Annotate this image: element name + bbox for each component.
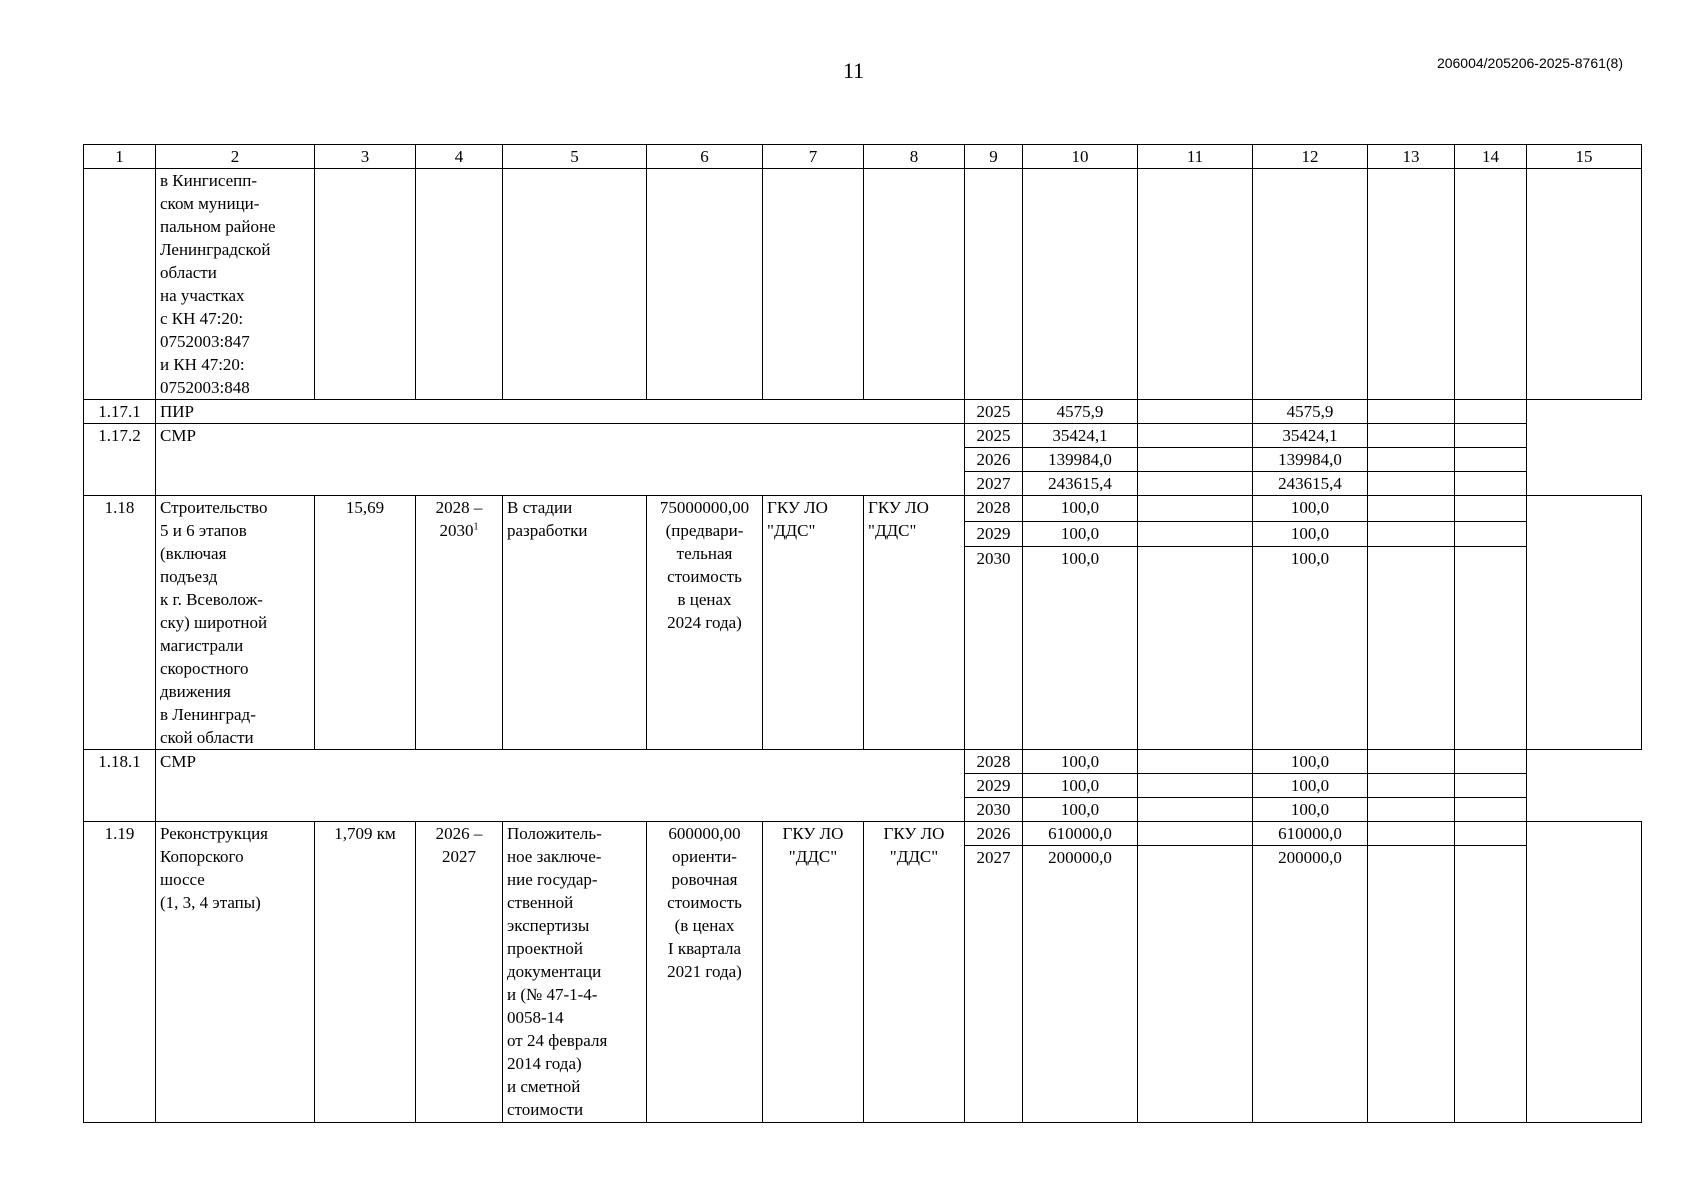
cell-empty — [84, 169, 156, 400]
cell-empty — [1455, 424, 1527, 448]
amount-cell: 200000,0 — [1023, 846, 1138, 1123]
year-cell: 2029 — [965, 521, 1023, 547]
object-name-cell: СМР — [156, 424, 965, 496]
amount-cell: 100,0 — [1023, 750, 1138, 774]
column-number: 7 — [763, 145, 864, 169]
cell-empty — [1527, 822, 1642, 1123]
row-number-cell: 1.18.1 — [84, 750, 156, 822]
page-number: 11 — [843, 58, 865, 83]
year-cell: 2030 — [965, 798, 1023, 822]
document-code: 206004/205206-2025-8761(8) — [1436, 55, 1623, 71]
cell-empty — [1138, 846, 1253, 1123]
amount-cell: 610000,0 — [1023, 822, 1138, 846]
column-number: 13 — [1368, 145, 1455, 169]
cell-empty — [1368, 798, 1455, 822]
status-cell: В стадии разработки — [503, 496, 647, 750]
cell-empty — [1455, 448, 1527, 472]
amount-cell: 610000,0 — [1253, 822, 1368, 846]
column-number: 5 — [503, 145, 647, 169]
cell-empty — [1368, 774, 1455, 798]
object-name-cell: Реконструкция Копорского шоссе (1, 3, 4 этапы) — [156, 822, 315, 1123]
table-row — [84, 496, 1642, 522]
cell-empty — [1368, 496, 1455, 522]
customer-cell: ГКУ ЛО "ДДС" — [763, 822, 864, 1123]
cell-blank — [1527, 424, 1642, 496]
cell-empty — [1368, 400, 1455, 424]
cell-empty — [1368, 521, 1455, 547]
continuation-row — [84, 169, 1642, 400]
table-row — [84, 822, 1642, 846]
amount-cell: 139984,0 — [1023, 448, 1138, 472]
cell-blank — [1527, 750, 1642, 822]
year-cell: 2030 — [965, 547, 1023, 750]
object-name-cell: Строительство 5 и 6 этапов (включая подъезд к г. Всеволож- ску) широтной магистрали скоростного движения в Ленинград- ской области — [156, 496, 315, 750]
cell-empty — [1455, 750, 1527, 774]
cell-empty — [1368, 448, 1455, 472]
period-end — [420, 519, 498, 542]
period-cell: 2026 – 2027 — [416, 822, 503, 1123]
object-name-cell: в Кингисепп- ском муници- пальном районе Ленинградской области на участках с КН 47:20: 0752003:847 и КН 47:20: 0752003:848 — [156, 169, 315, 400]
amount-cell: 100,0 — [1023, 521, 1138, 547]
customer-cell: ГКУ ЛО "ДДС" — [763, 496, 864, 750]
cell-empty — [1368, 750, 1455, 774]
period-cell — [416, 496, 503, 750]
row-number-cell: 1.17.1 — [84, 400, 156, 424]
year-cell: 2029 — [965, 774, 1023, 798]
amount-cell: 100,0 — [1023, 798, 1138, 822]
cell-empty — [1368, 169, 1455, 400]
cell-empty — [1455, 400, 1527, 424]
column-number: 14 — [1455, 145, 1527, 169]
column-number-row — [84, 145, 1642, 169]
column-number: 10 — [1023, 145, 1138, 169]
cell-empty — [1138, 750, 1253, 774]
cell-empty — [416, 169, 503, 400]
period-end-year: 2030 — [439, 521, 474, 540]
year-cell: 2025 — [965, 400, 1023, 424]
document-body — [83, 144, 1642, 1123]
object-name-cell: ПИР — [156, 400, 965, 424]
cell-empty — [1455, 472, 1527, 496]
amount-cell: 139984,0 — [1253, 448, 1368, 472]
cell-blank — [1527, 400, 1642, 424]
row-number-cell: 1.17.2 — [84, 424, 156, 496]
cell-empty — [503, 169, 647, 400]
column-number: 8 — [864, 145, 965, 169]
column-number: 6 — [647, 145, 763, 169]
cell-empty — [1455, 547, 1527, 750]
cell-empty — [1368, 822, 1455, 846]
year-cell: 2025 — [965, 424, 1023, 448]
year-cell: 2028 — [965, 750, 1023, 774]
column-number: 4 — [416, 145, 503, 169]
cell-empty — [1455, 521, 1527, 547]
builder-cell: ГКУ ЛО "ДДС" — [864, 496, 965, 750]
column-number: 3 — [315, 145, 416, 169]
object-name-cell: СМР — [156, 750, 965, 822]
cell-empty — [1138, 798, 1253, 822]
amount-cell: 35424,1 — [1253, 424, 1368, 448]
cell-empty — [1368, 547, 1455, 750]
cell-empty — [1455, 774, 1527, 798]
amount-cell: 100,0 — [1253, 496, 1368, 522]
cell-empty — [1138, 521, 1253, 547]
cost-cell: 600000,00 ориенти- ровочная стоимость (в ценах I квартала 2021 года) — [647, 822, 763, 1123]
cell-empty — [1023, 169, 1138, 400]
program-table — [83, 144, 1642, 1123]
amount-cell: 200000,0 — [1253, 846, 1368, 1123]
amount-cell: 4575,9 — [1253, 400, 1368, 424]
status-cell: Положитель- ное заключе- ние государ- ственной экспертизы проектной документаци и (№ 47-1-4- 0058-14 от 24 февраля 2014 года) и сметной стоимости — [503, 822, 647, 1123]
year-cell: 2028 — [965, 496, 1023, 522]
length-cell: 15,69 — [315, 496, 416, 750]
year-cell: 2027 — [965, 846, 1023, 1123]
year-cell: 2027 — [965, 472, 1023, 496]
amount-cell: 35424,1 — [1023, 424, 1138, 448]
period-start: 2028 – — [435, 498, 483, 517]
table-row — [84, 424, 1642, 448]
column-number: 15 — [1527, 145, 1642, 169]
cell-empty — [315, 169, 416, 400]
amount-cell: 100,0 — [1023, 774, 1138, 798]
builder-cell: ГКУ ЛО "ДДС" — [864, 822, 965, 1123]
table-row — [84, 750, 1642, 774]
cell-empty — [1455, 846, 1527, 1123]
row-number-cell: 1.19 — [84, 822, 156, 1123]
column-number: 9 — [965, 145, 1023, 169]
row-number-cell: 1.18 — [84, 496, 156, 750]
cell-empty — [1138, 400, 1253, 424]
amount-cell: 100,0 — [1253, 798, 1368, 822]
amount-cell: 100,0 — [1023, 547, 1138, 750]
cell-empty — [647, 169, 763, 400]
cell-empty — [1455, 798, 1527, 822]
cell-empty — [1138, 547, 1253, 750]
cell-empty — [1253, 169, 1368, 400]
column-number: 1 — [84, 145, 156, 169]
amount-cell: 100,0 — [1253, 750, 1368, 774]
cell-empty — [1138, 424, 1253, 448]
cell-empty — [1138, 822, 1253, 846]
cell-empty — [1138, 774, 1253, 798]
length-cell: 1,709 км — [315, 822, 416, 1123]
cell-empty — [1527, 496, 1642, 750]
table-row — [84, 400, 1642, 424]
column-number: 11 — [1138, 145, 1253, 169]
cell-empty — [1138, 448, 1253, 472]
cell-empty — [1368, 472, 1455, 496]
year-cell: 2026 — [965, 448, 1023, 472]
cell-empty — [1138, 472, 1253, 496]
amount-cell: 4575,9 — [1023, 400, 1138, 424]
cell-empty — [864, 169, 965, 400]
cell-empty — [763, 169, 864, 400]
amount-cell: 100,0 — [1253, 547, 1368, 750]
cell-empty — [1368, 424, 1455, 448]
cell-empty — [1455, 496, 1527, 522]
cell-empty — [1455, 169, 1527, 400]
cell-empty — [1138, 169, 1253, 400]
cost-cell: 75000000,00 (предвари- тельная стоимость в ценах 2024 года) — [647, 496, 763, 750]
column-number: 12 — [1253, 145, 1368, 169]
cell-empty — [1455, 822, 1527, 846]
amount-cell: 243615,4 — [1023, 472, 1138, 496]
footnote-mark: 1 — [473, 521, 479, 533]
cell-empty — [965, 169, 1023, 400]
year-cell: 2026 — [965, 822, 1023, 846]
cell-empty — [1527, 169, 1642, 400]
amount-cell: 100,0 — [1023, 496, 1138, 522]
cell-empty — [1368, 846, 1455, 1123]
amount-cell: 100,0 — [1253, 774, 1368, 798]
amount-cell: 100,0 — [1253, 521, 1368, 547]
amount-cell: 243615,4 — [1253, 472, 1368, 496]
cell-empty — [1138, 496, 1253, 522]
column-number: 2 — [156, 145, 315, 169]
